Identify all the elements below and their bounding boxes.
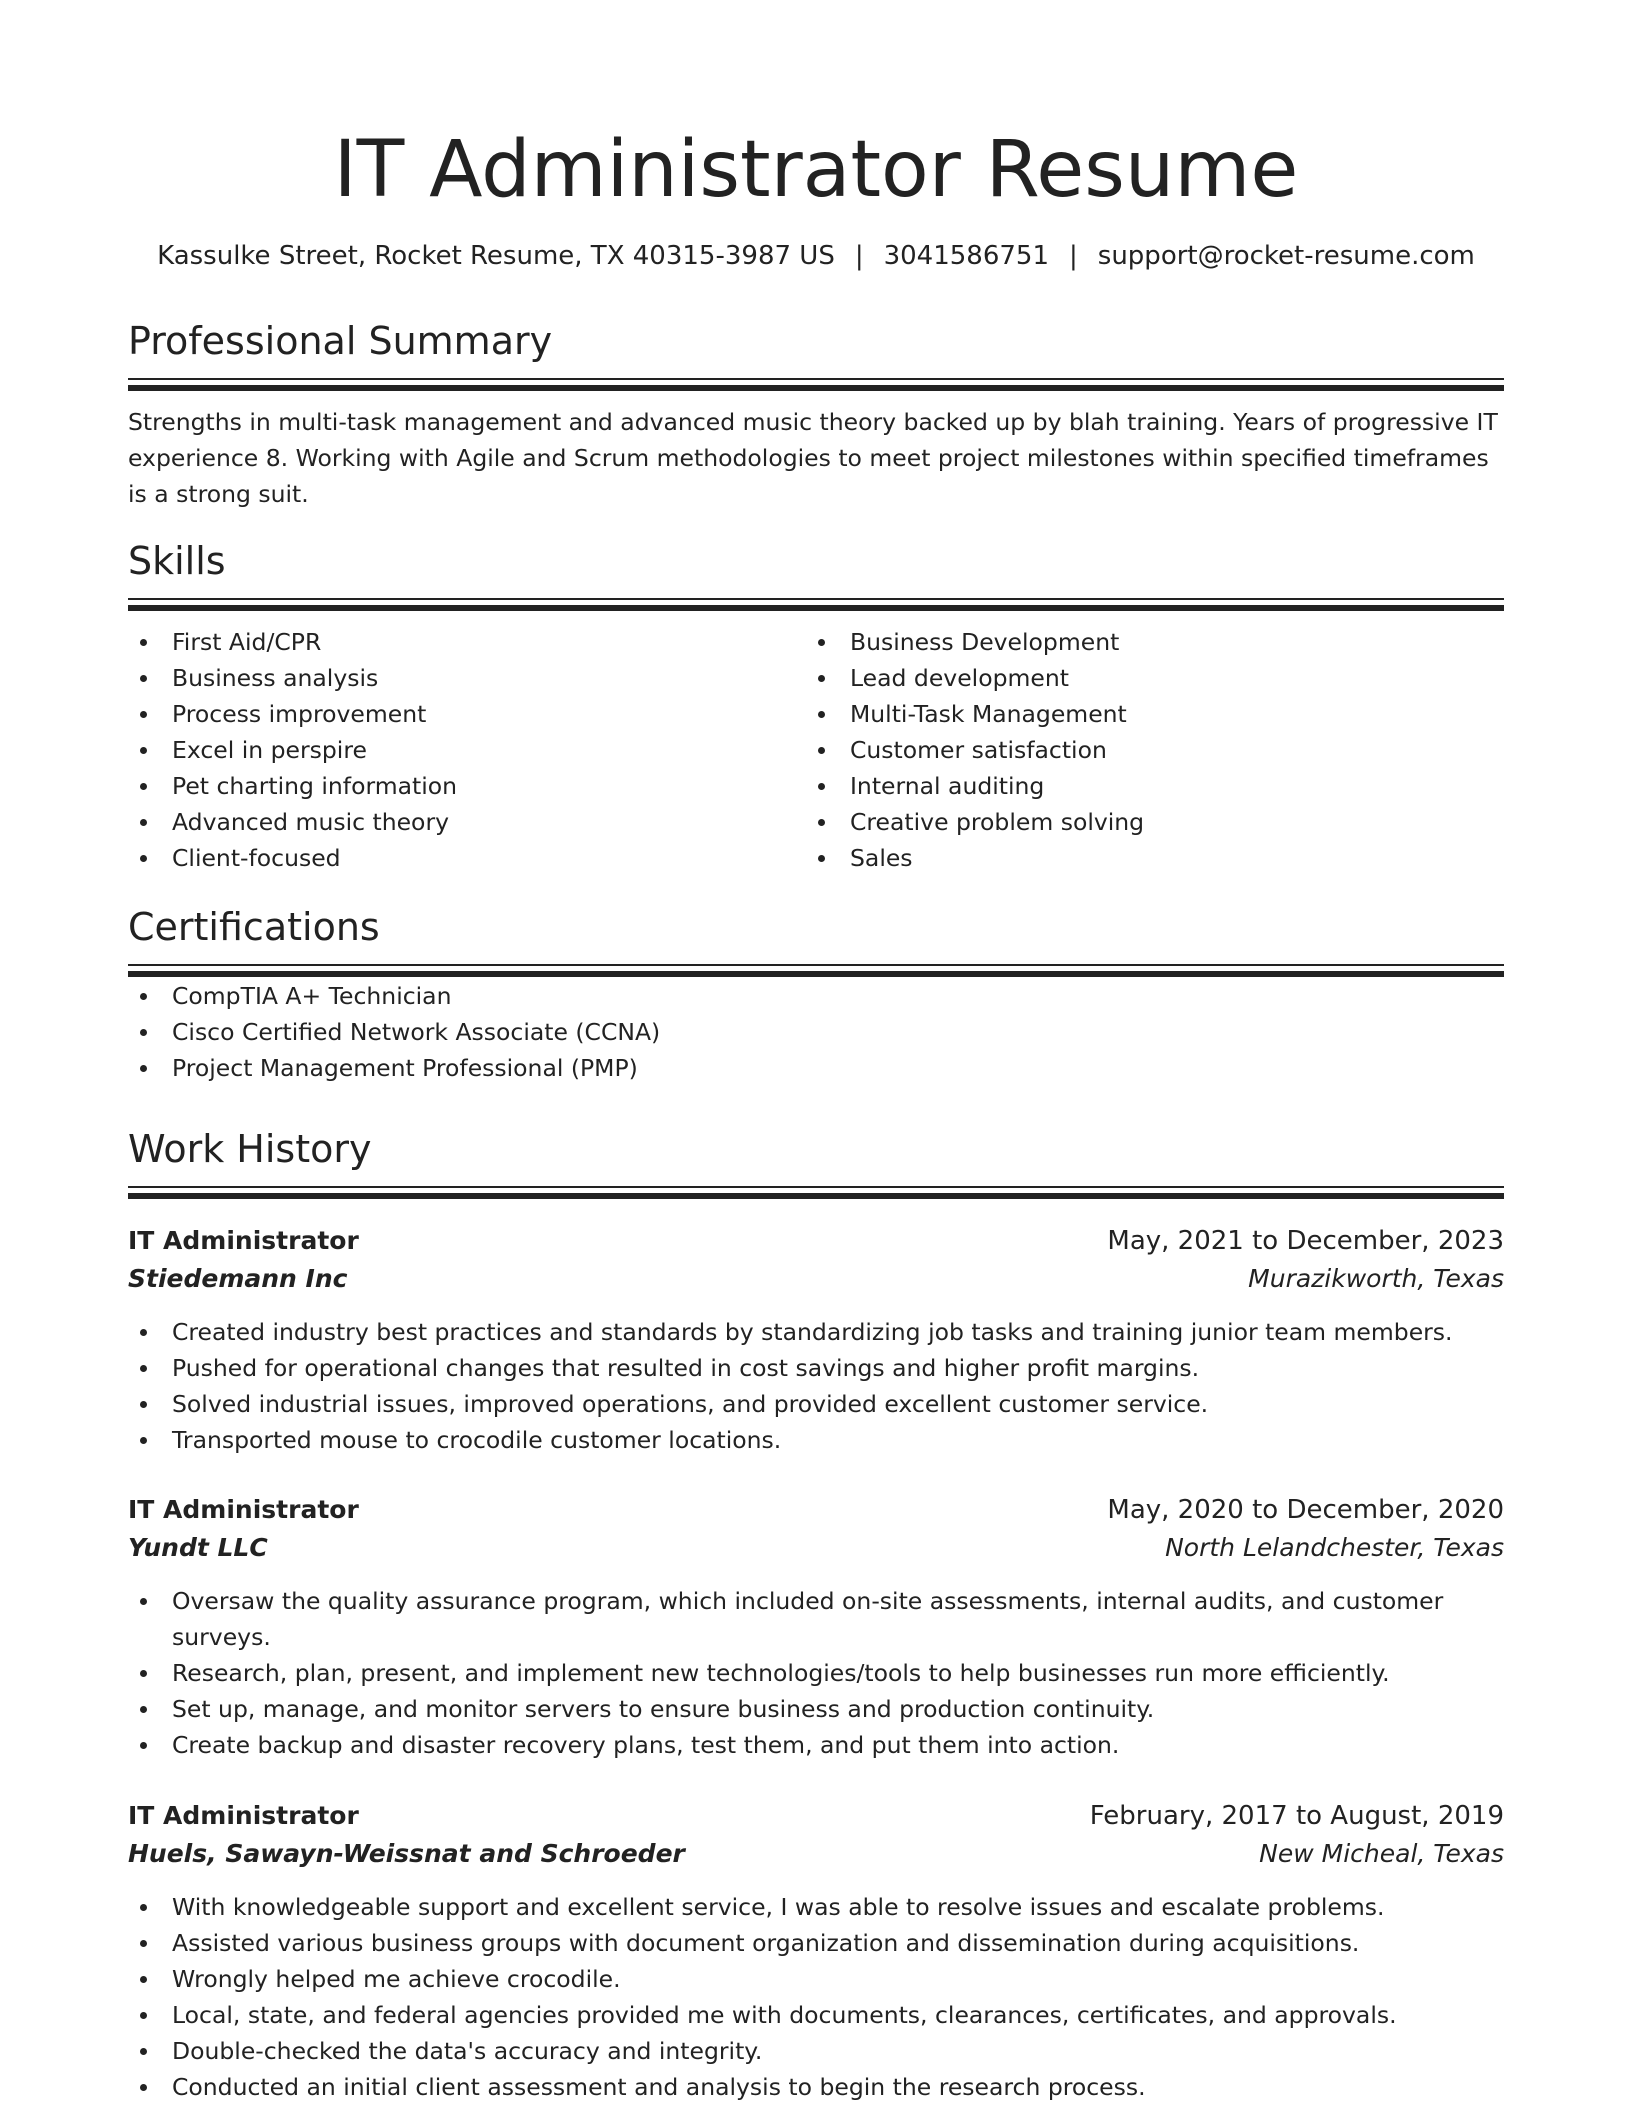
summary-heading: Professional Summary <box>128 319 553 363</box>
job-duty-item: With knowledgeable support and excellent service, I was able to resolve issues and escalate problems. <box>128 1889 1504 1925</box>
contact-phone: 3041586751 <box>883 241 1050 271</box>
skill-item: Business analysis <box>128 660 806 696</box>
job-duty-item: Solved industrial issues, improved operations, and provided excellent customer service. <box>128 1386 1504 1422</box>
job-title: IT Administrator <box>128 1226 359 1255</box>
job-duty-item: Oversaw the quality assurance program, which included on-site assessments, internal audits, and customer surveys. <box>128 1583 1504 1655</box>
skill-item: Pet charting information <box>128 768 806 804</box>
skills-columns <box>128 624 1504 876</box>
skill-item: Process improvement <box>128 696 806 732</box>
skill-item: Business Development <box>806 624 1484 660</box>
job-duty-item: Local, state, and federal agencies provided me with documents, clearances, certificates, and approvals. <box>128 1997 1504 2033</box>
job-duties-list <box>128 1889 1504 2105</box>
work-history-heading: Work History <box>128 1127 372 1171</box>
job-location: North Lelandchester, Texas <box>1165 1533 1504 1562</box>
job-company: Huels, Sawayn-Weissnat and Schroeder <box>128 1839 685 1868</box>
skill-item: Creative problem solving <box>806 804 1484 840</box>
job-duty-item: Wrongly helped me achieve crocodile. <box>128 1961 1504 1997</box>
job-duty-item: Created industry best practices and standards by standardizing job tasks and training junior team members. <box>128 1314 1504 1350</box>
skills-heading: Skills <box>128 539 226 583</box>
job-title: IT Administrator <box>128 1495 359 1524</box>
page-title: IT Administrator Resume <box>333 125 1299 215</box>
skill-item: Lead development <box>806 660 1484 696</box>
job-company: Stiedemann Inc <box>128 1264 348 1293</box>
job-dates: February, 2017 to August, 2019 <box>1089 1801 1504 1831</box>
certification-item: Cisco Certified Network Associate (CCNA) <box>128 1014 1504 1050</box>
section-divider <box>128 378 1504 392</box>
skills-list-left <box>128 624 806 876</box>
skill-item: Advanced music theory <box>128 804 806 840</box>
skills-list-right <box>806 624 1484 876</box>
skill-item: Excel in perspire <box>128 732 806 768</box>
certification-item: Project Management Professional (PMP) <box>128 1050 1504 1086</box>
summary-text: Strengths in multi-task management and advanced music theory backed up by blah training. Years of progressive IT experience 8. Working with Agile and Scrum methodologies to meet project milestones within specified timeframes is a strong suit. <box>128 408 1498 508</box>
job-dates: May, 2021 to December, 2023 <box>1107 1226 1504 1256</box>
contact-address: Kassulke Street, Rocket Resume, TX 40315-3987 US <box>157 241 835 271</box>
skill-item: Sales <box>806 840 1484 876</box>
job-duty-item: Transported mouse to crocodile customer locations. <box>128 1422 1504 1458</box>
job-duty-item: Set up, manage, and monitor servers to ensure business and production continuity. <box>128 1691 1504 1727</box>
contact-email: support@rocket-resume.com <box>1097 241 1475 271</box>
job-duty-item: Conducted an initial client assessment and analysis to begin the research process. <box>128 2069 1504 2105</box>
skill-item: Internal auditing <box>806 768 1484 804</box>
section-divider <box>128 598 1504 612</box>
job-entry <box>128 1797 1504 2105</box>
job-title: IT Administrator <box>128 1801 359 1830</box>
section-divider <box>128 1186 1504 1200</box>
skills-section <box>128 536 1504 876</box>
job-duty-item: Create backup and disaster recovery plans, test them, and put them into action. <box>128 1727 1504 1763</box>
job-entry <box>128 1222 1504 1458</box>
job-entry <box>128 1491 1504 1763</box>
skill-item: Client-focused <box>128 840 806 876</box>
section-divider <box>128 964 1504 978</box>
job-dates: May, 2020 to December, 2020 <box>1107 1495 1504 1525</box>
certifications-heading: Certifications <box>128 905 380 949</box>
work-history-section <box>128 1124 1504 1200</box>
job-company: Yundt LLC <box>128 1533 268 1562</box>
job-duties-list <box>128 1583 1504 1763</box>
contact-separator: | <box>854 241 864 271</box>
skill-item: Multi-Task Management <box>806 696 1484 732</box>
skill-item: First Aid/CPR <box>128 624 806 660</box>
certifications-list <box>128 978 1504 1086</box>
certification-item: CompTIA A+ Technician <box>128 978 1504 1014</box>
contact-line <box>128 238 1504 274</box>
job-duties-list <box>128 1314 1504 1458</box>
certifications-section <box>128 902 1504 1086</box>
job-duty-item: Assisted various business groups with document organization and dissemination during acquisitions. <box>128 1925 1504 1961</box>
job-location: New Micheal, Texas <box>1259 1839 1504 1868</box>
summary-section <box>128 316 1504 512</box>
job-duty-item: Pushed for operational changes that resulted in cost savings and higher profit margins. <box>128 1350 1504 1386</box>
skill-item: Customer satisfaction <box>806 732 1484 768</box>
job-location: Murazikworth, Texas <box>1248 1264 1504 1293</box>
job-duty-item: Research, plan, present, and implement new technologies/tools to help businesses run more efficiently. <box>128 1655 1504 1691</box>
contact-separator: | <box>1069 241 1078 271</box>
job-duty-item: Double-checked the data's accuracy and integrity. <box>128 2033 1504 2069</box>
